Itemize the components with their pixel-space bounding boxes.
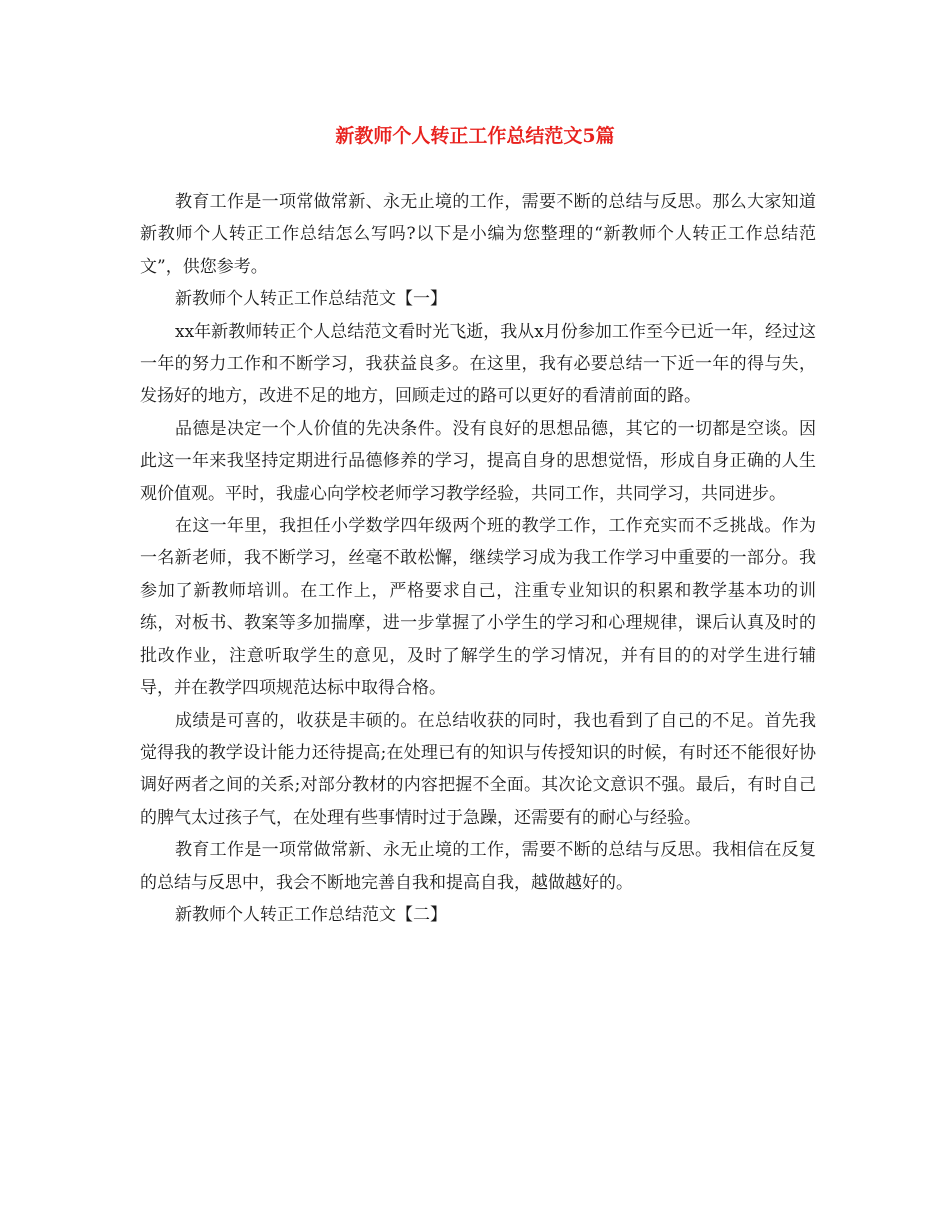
body-paragraph: 品德是决定一个人价值的先决条件。没有良好的思想品德，其它的一切都是空谈。因此这一年来我坚持定期进行品德修养的学习，提高自身的思想觉悟，形成自身正确的人生观价值观。平时，我虚心向学校老师学习教学经验，共同工作，共同学习，共同进步。: [140, 418, 816, 504]
body-paragraph: 教育工作是一项常做常新、永无止境的工作，需要不断的总结与反思。我相信在反复的总结与反思中，我会不断地完善自我和提高自我，越做越好的。: [140, 840, 816, 893]
body-paragraph: 在这一年里，我担任小学数学四年级两个班的教学工作，工作充实而不乏挑战。作为一名新老师，我不断学习，丝毫不敢松懈，继续学习成为我工作学习中重要的一部分。我参加了新教师培训。在工作上，严格要求自己，注重专业知识的积累和教学基本功的训练，对板书、教案等多加揣摩，进一步掌握了小学生的学习和心理规律，课后认真及时的批改作业，注意听取学生的意见，及时了解学生的学习情况，并有目的的对学生进行辅导，并在教学四项规范达标中取得合格。: [140, 516, 816, 699]
section-heading-1: 新教师个人转正工作总结范文【一】: [175, 289, 447, 310]
document-title: 新教师个人转正工作总结范文5篇: [335, 125, 615, 147]
body-paragraph: 成绩是可喜的，收获是丰硕的。在总结收获的同时，我也看到了自己的不足。首先我觉得我的教学设计能力还待提高;在处理已有的知识与传授知识的时候，有时还不能很好协调好两者之间的关系;对部分教材的内容把握不全面。其次论文意识不强。最后，有时自己的脾气太过孩子气，在处理有些事情时过于急躁，还需要有的耐心与经验。: [140, 710, 816, 828]
intro-paragraph: 教育工作是一项常做常新、永无止境的工作，需要不断的总结与反思。那么大家知道新教师个人转正工作总结怎么写吗?以下是小编为您整理的“新教师个人转正工作总结范文”，供您参考。: [140, 192, 816, 277]
document-body: [140, 186, 816, 931]
section-heading-2: 新教师个人转正工作总结范文【二】: [175, 904, 447, 925]
body-paragraph: xx年新教师转正个人总结范文看时光飞逝，我从x月份参加工作至今已近一年，经过这一年的努力工作和不断学习，我获益良多。在这里，我有必要总结一下近一年的得与失，发扬好的地方，改进不足的地方，回顾走过的路可以更好的看清前面的路。: [140, 321, 816, 407]
